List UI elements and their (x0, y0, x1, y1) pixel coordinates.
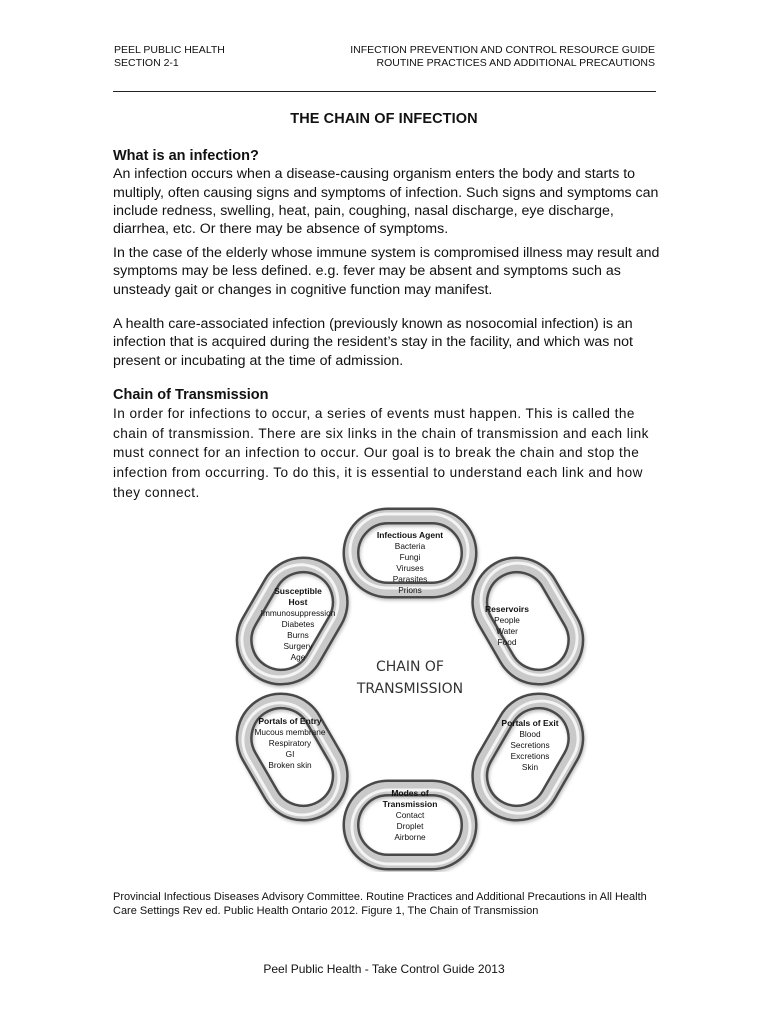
transmission-paragraph: In order for infections to occur, a series of events must happen. This is called the chain of transmission. There are six links in the chain of transmission and each link must connect for an infection to occur. Our goal is to break the chain and stop the infection from occurring. To do this, it is essential to understand each link and how they connect. (113, 406, 649, 500)
link-title-susceptible-host-2: Host (288, 597, 308, 607)
header-section: SECTION 2-1 (114, 56, 179, 69)
link-item-reservoirs-1: People (494, 615, 520, 625)
what-is-section (113, 147, 661, 238)
page-footer: Peel Public Health - Take Control Guide 2013 (263, 962, 505, 976)
link-item-susceptible-host-4: Surgery (283, 641, 313, 651)
link-title-portals-of-entry-1: Portals of Entry (258, 716, 322, 726)
link-item-portals-of-exit-2: Secretions (510, 740, 550, 750)
header-right (350, 44, 655, 69)
link-title-modes-of-transmission-1: Modes of (391, 788, 429, 798)
link-item-susceptible-host-5: Age (290, 652, 306, 662)
header-org: PEEL PUBLIC HEALTH (114, 44, 225, 56)
link-item-infectious-agent-5: Prions (398, 585, 422, 595)
link-item-reservoirs-2: Water (496, 626, 518, 636)
transmission-section (113, 386, 661, 502)
link-item-portals-of-exit-4: Skin (521, 762, 539, 772)
link-item-infectious-agent-4: Parasites (392, 574, 428, 584)
link-title-portals-of-exit-1: Portals of Exit (501, 718, 559, 728)
link-item-reservoirs-3: Food (497, 637, 517, 647)
header-guide: INFECTION PREVENTION AND CONTROL RESOURCE GUIDE (350, 44, 655, 56)
transmission-heading: Chain of Transmission (113, 387, 269, 403)
header-divider (113, 91, 656, 92)
what-is-paragraph-3: A health care-associated infection (previously known as nosocomial infection) is an infection that is acquired during the resident’s stay in the facility, and which was not present or incubating at the time of admission. (113, 316, 633, 369)
link-title-susceptible-host-1: Susceptible (274, 586, 322, 596)
page-title: THE CHAIN OF INFECTION (290, 111, 478, 127)
link-item-modes-of-transmission-2: Droplet (396, 821, 424, 831)
what-is-paragraph-1: An infection occurs when a disease-causing organism enters the body and starts to multiply, often causing signs and symptoms of infection. Such signs and symptoms can include redness, swelling, heat, pain, coughing, nasal discharge, eye discharge, diarrhea, etc. Or there may be absence of symptoms. (113, 166, 659, 238)
link-item-susceptible-host-1: Immunosuppression (260, 608, 336, 618)
link-title-infectious-agent-1: Infectious Agent (376, 530, 444, 540)
diagram-center-label-2: TRANSMISSION (356, 681, 464, 697)
link-item-susceptible-host-2: Diabetes (281, 619, 315, 629)
link-item-modes-of-transmission-3: Airborne (394, 832, 426, 842)
link-item-infectious-agent-2: Fungi (399, 552, 421, 562)
link-item-modes-of-transmission-1: Contact (395, 810, 425, 820)
what-is-heading: What is an infection? (113, 148, 259, 164)
header-topic: ROUTINE PRACTICES AND ADDITIONAL PRECAUTIONS (376, 56, 655, 69)
chain-link-reservoirs (466, 550, 591, 691)
figure-caption: Provincial Infectious Diseases Advisory Committee. Routine Practices and Additional Precautions in All Health Care Settings Rev ed. Public Health Ontario 2012. Figure 1, The Chain of Transmission (113, 891, 647, 917)
link-item-portals-of-exit-1: Blood (519, 729, 541, 739)
diagram-center-label-1: CHAIN OF (375, 659, 445, 675)
link-item-portals-of-entry-2: Respiratory (268, 738, 312, 748)
what-is-paragraph-2: In the case of the elderly whose immune system is compromised illness may result and symptoms may be less defined. e.g. fever may be absent and symptoms such as unsteady gait or changes in cognitive function may manifest. (113, 245, 660, 298)
link-item-infectious-agent-3: Viruses (396, 563, 424, 573)
link-title-reservoirs-1: Reservoirs (485, 604, 529, 614)
header-left (114, 44, 225, 69)
link-title-modes-of-transmission-2: Transmission (382, 799, 438, 809)
link-item-susceptible-host-3: Burns (287, 630, 309, 640)
link-item-portals-of-entry-3: GI (285, 749, 295, 759)
link-item-portals-of-exit-3: Excretions (510, 751, 550, 761)
chain-of-transmission-diagram (210, 506, 610, 872)
link-item-portals-of-entry-1: Mucous membrane (254, 727, 326, 737)
link-item-infectious-agent-1: Bacteria (394, 541, 426, 551)
link-item-portals-of-entry-4: Broken skin (268, 760, 312, 770)
